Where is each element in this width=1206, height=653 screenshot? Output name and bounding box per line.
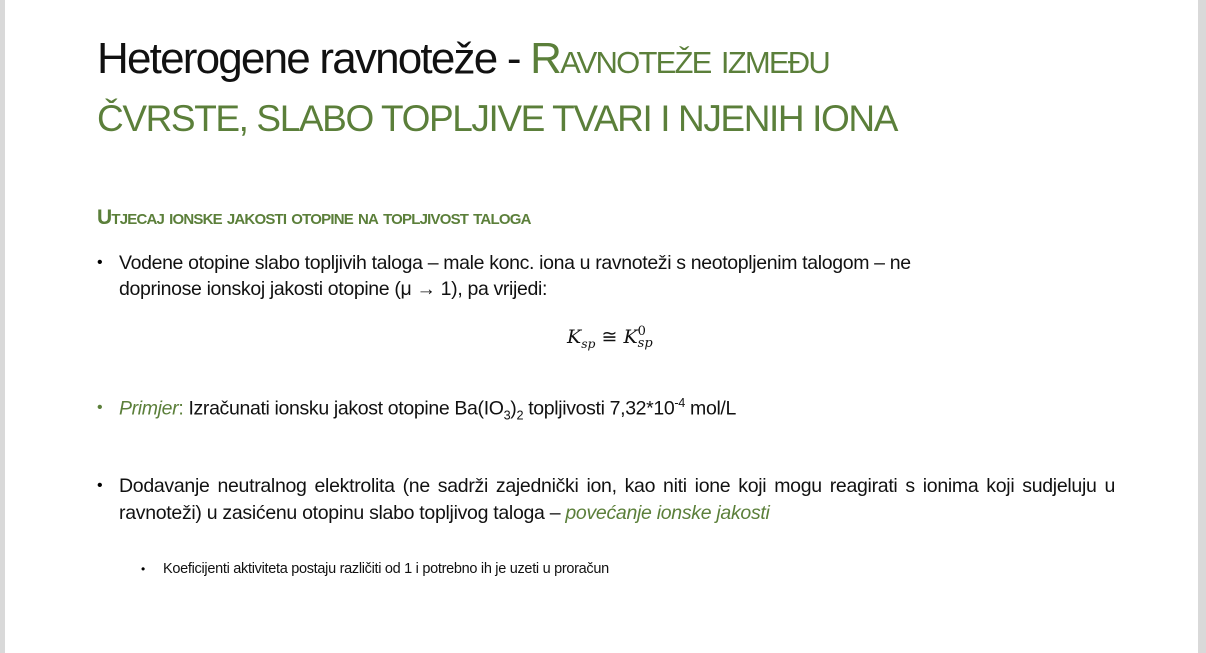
- ksp-formula: [567, 326, 653, 351]
- bullet-2: [119, 396, 736, 422]
- bullet-3: [119, 473, 1115, 527]
- formula-operator: ≅: [595, 326, 624, 348]
- slide-title-line1: [97, 34, 829, 84]
- section-subtitle: Utjecaj ionske jakosti otopine na topljivost taloga: [97, 206, 531, 229]
- sub-bullet: Koeficijenti aktiviteta postaju različiti od 1 i potrebno ih je uzeti u proračun: [163, 561, 609, 577]
- bullet-3-text: Dodavanje neutralnog elektrolita (ne sadrži zajednički ion, kao niti ione koji mogu reagirati s ionima koji sudjeluju u ravnoteži) u zasićenu otopinu slabo topljivog taloga –: [119, 475, 1115, 524]
- formula-sub: sp: [581, 336, 596, 351]
- bullet-1-line2: doprinose ionskoj jakosti otopine (μ → 1), pa vrijedi:: [119, 278, 548, 300]
- bullet-3-emphasis: povećanje ionske jakosti: [565, 502, 770, 524]
- superscript: -4: [674, 396, 685, 410]
- sub-bullet-marker: •: [141, 562, 146, 576]
- title-highlight: Ravnoteže između: [530, 34, 829, 83]
- bullet-marker: •: [97, 254, 103, 271]
- subscript: 2: [516, 408, 524, 423]
- title-main: Heterogene ravnoteže -: [97, 34, 531, 83]
- formula-sub: sp: [637, 336, 653, 351]
- paren: ): [510, 397, 517, 420]
- formula-k0: K: [623, 326, 638, 348]
- slide: [5, 0, 1198, 653]
- example-label: Primjer: [119, 397, 179, 420]
- slide-title-line2: ČVRSTE, SLABO TOPLJIVE TVARI I NJENIH IONA: [97, 98, 897, 139]
- colon: :: [178, 397, 189, 420]
- example-text: Izračunati ionsku jakost otopine Ba(IO: [188, 397, 504, 420]
- bullet-marker: •: [97, 399, 103, 416]
- bullet-marker: •: [97, 477, 103, 494]
- formula-sup: 0: [637, 324, 646, 339]
- subscript: 3: [503, 408, 511, 423]
- bullet-1-line1: Vodene otopine slabo topljivih taloga – male konc. iona u ravnoteži s neotopljenim talogom – ne: [119, 252, 911, 274]
- example-text: mol/L: [684, 397, 736, 420]
- formula-k: K: [567, 326, 582, 348]
- example-text: topljivosti 7,32*10: [523, 397, 675, 420]
